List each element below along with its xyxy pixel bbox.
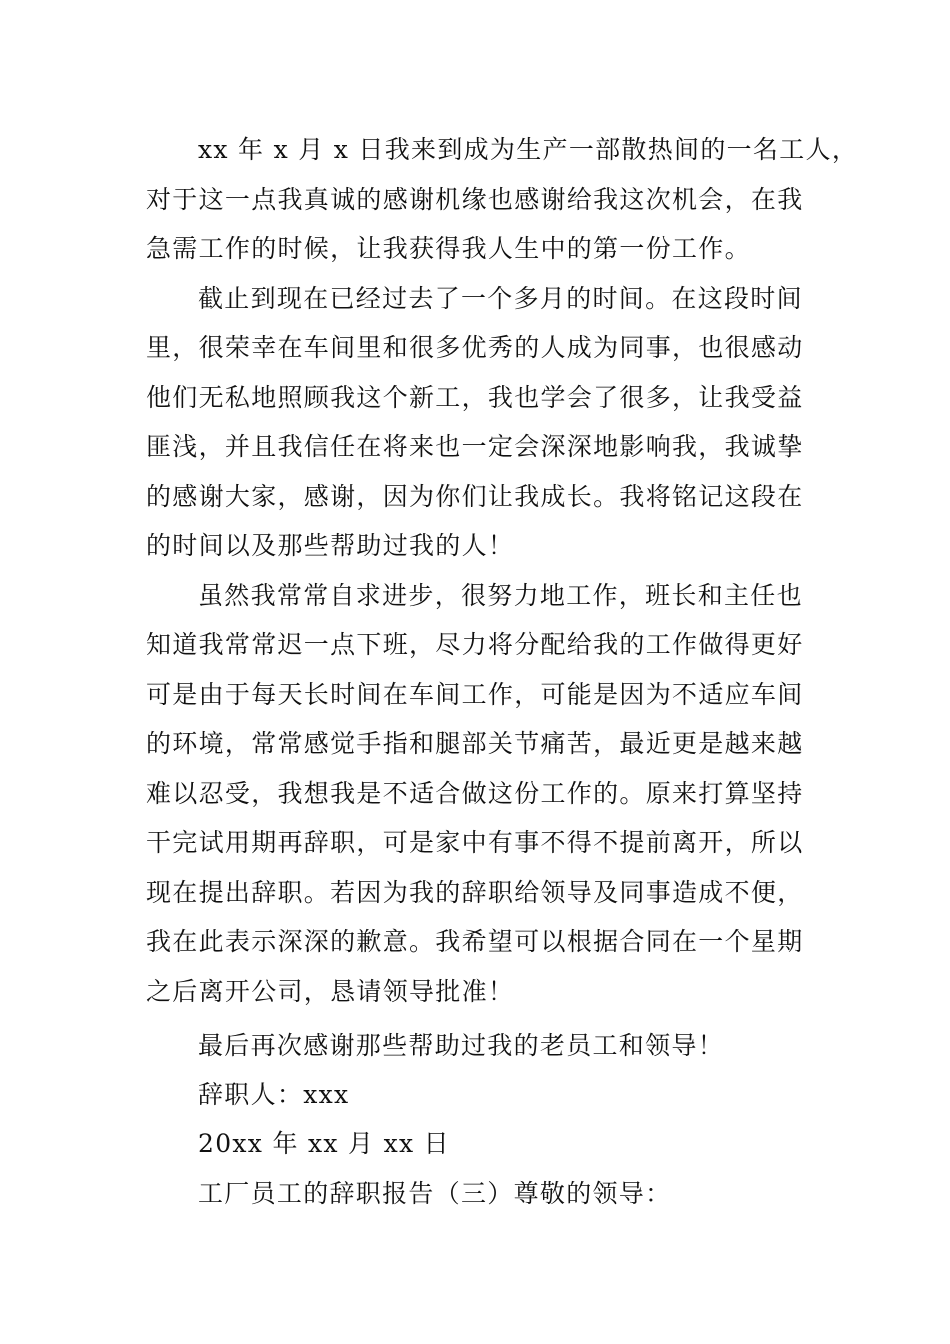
paragraph-3-line-1: 虽然我常常自求进步，很努力地工作，班长和主任也: [198, 581, 803, 610]
paragraph-1-line-1: xx 年 x 月 x 日我来到成为生产一部散热间的一名工人，: [198, 135, 859, 164]
date-line: 20xx 年 xx 月 xx 日: [198, 1129, 450, 1158]
paragraph-3-line-9: 之后离开公司，恳请领导批准！: [146, 977, 515, 1006]
paragraph-1-line-2: 对于这一点我真诚的感谢机缘也感谢给我这次机会，在我: [146, 185, 804, 214]
paragraph-3-line-2: 知道我常常迟一点下班，尽力将分配给我的工作做得更好: [146, 630, 804, 659]
paragraph-1-line-3: 急需工作的时候，让我获得我人生中的第一份工作。: [146, 234, 751, 263]
paragraph-2-line-6: 的时间以及那些帮助过我的人！: [146, 531, 515, 560]
paragraph-3-line-6: 干完试用期再辞职，可是家中有事不得不提前离开，所以: [146, 828, 804, 857]
paragraph-2-line-3: 他们无私地照顾我这个新工，我也学会了很多，让我受益: [146, 383, 804, 412]
signer-line: 辞职人：xxx: [198, 1080, 350, 1109]
next-section-title: 工厂员工的辞职报告（三）尊敬的领导：: [198, 1179, 672, 1208]
paragraph-3-line-3: 可是由于每天长时间在车间工作，可能是因为不适应车间: [146, 680, 804, 709]
paragraph-3-line-8: 我在此表示深深的歉意。我希望可以根据合同在一个星期: [146, 927, 804, 956]
paragraph-3-line-7: 现在提出辞职。若因为我的辞职给领导及同事造成不便，: [146, 878, 804, 907]
paragraph-2-line-1: 截止到现在已经过去了一个多月的时间。在这段时间: [198, 284, 803, 313]
paragraph-2-line-5: 的感谢大家，感谢，因为你们让我成长。我将铭记这段在: [146, 482, 804, 511]
closing-line: 最后再次感谢那些帮助过我的老员工和领导！: [198, 1031, 725, 1060]
paragraph-3-line-5: 难以忍受，我想我是不适合做这份工作的。原来打算坚持: [146, 779, 804, 808]
paragraph-2-line-4: 匪浅，并且我信任在将来也一定会深深地影响我，我诚挚: [146, 432, 804, 461]
paragraph-3-line-4: 的环境，常常感觉手指和腿部关节痛苦，最近更是越来越: [146, 729, 804, 758]
paragraph-2-line-2: 里，很荣幸在车间里和很多优秀的人成为同事，也很感动: [146, 333, 804, 362]
